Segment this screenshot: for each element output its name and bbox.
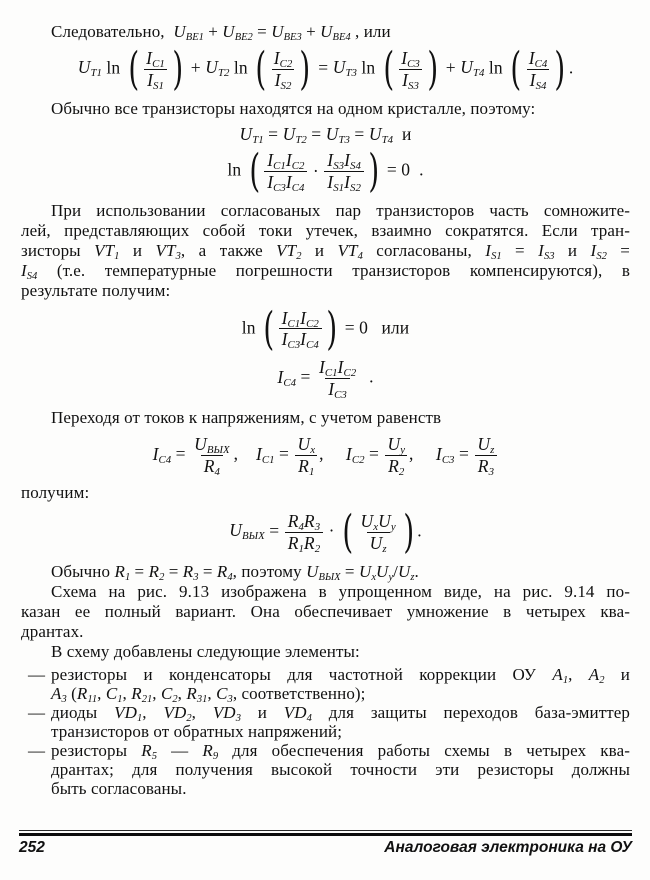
- formula-ic4: $I_{C4}$ = $\frac{I_{C1}I_{C2}}{I_{C3}}$ .: [277, 357, 374, 402]
- paragraph-line: казан ее полный вариант. Она обеспечивает умножение в четырех ква-: [21, 601, 630, 621]
- paragraph-matched-pairs: [21, 201, 630, 301]
- list-item-line: резисторы и конденсаторы для частотной коррекции ОУ $A_1$, $A_2$ и: [51, 664, 631, 686]
- list-item-line: дрантах; для получения высокой точности эти резисторы должны: [51, 759, 630, 779]
- text-column: [21, 0, 630, 798]
- paragraph-line: Переходя от токов к напряжениям, с учетом равенств: [51, 408, 442, 428]
- list-dash: —: [28, 664, 46, 684]
- list-item-line: быть согласованы.: [51, 778, 187, 798]
- list-item-line: диоды $VD_1$, $VD_2$, $VD_3$ и $VD_4$ для защиты переходов база-эмиттер: [51, 702, 631, 724]
- formula-ln-product-zero: ln ( $\frac{I_{C1}I_{C2}}{I_{C3}I_{C4}}$ · $\frac{I_{S3}I_{S4}}{I_{S1}I_{S2}}$ ) = 0 .: [227, 144, 424, 197]
- footer-rule: [19, 830, 632, 836]
- paragraph-line: Обычно $R_1 = R_2 = R_3 = R_4$, поэтому $U_{ВЫХ} = U_xU_y/U_z$.: [51, 561, 419, 583]
- page-footer: [19, 830, 632, 858]
- list-item: [21, 741, 630, 798]
- paragraph-line: В схему добавлены следующие элементы:: [51, 641, 360, 661]
- paragraph-line: Следовательно, $U_{BE1} + U_{BE2} = U_{BE3} + U_{BE4}$ , или: [51, 22, 391, 43]
- list-dash: —: [28, 702, 46, 722]
- paragraph-line: получим:: [21, 482, 90, 502]
- paragraph-line: Схема на рис. 9.13 изображена в упрощенном виде, на рис. 9.14 по-: [51, 581, 630, 601]
- list-dash: —: [28, 740, 46, 760]
- list-item-line: транзисторов от обратных напряжений;: [51, 721, 343, 741]
- formula-uout: $U_{ВЫХ}$ = $\frac{R_4R_3}{R_1R_2}$ · ( $\frac{U_xU_y}{U_z}$ ) .: [229, 506, 422, 558]
- list-item: [21, 703, 630, 741]
- added-elements-list: [21, 665, 630, 798]
- paragraph-line: лей, представляющих собой токи утечек, взаимно сократятся. Если тран-: [21, 220, 630, 240]
- list-item-line: резисторы $R_5$ — $R_9$ для обеспечения работы схемы в четырех ква-: [51, 740, 630, 762]
- paragraph-line: дрантах.: [21, 621, 84, 641]
- paragraph-line: $I_{S4}$ (т.е. температурные погрешности транзисторов компенсируются), в: [21, 260, 630, 282]
- paragraph-scheme: [21, 562, 630, 662]
- list-item-line: $A_3$ ($R_{11}$, $C_1$, $R_{21}$, $C_2$, $R_{31}$, $C_3$, соответственно);: [51, 683, 366, 705]
- formula-currents-voltages: $I_{C4}$ = $\frac{U_{ВЫХ}}{R_4}$ , $I_{C1}$ = $\frac{U_x}{R_1}$ , $I_{C2}$ = $\frac{U_y}{R_2}$ , $I_{C3}$ = $\frac{U_z}{R_3}$: [21, 435, 630, 476]
- book-title: Аналоговая электроника на ОУ: [384, 839, 632, 856]
- paragraph-line: При использовании согласованых пар транзисторов часть сомножите-: [51, 200, 630, 220]
- formula-ln-zero-or: ln ( $\frac{I_{C1}I_{C2}}{I_{C3}I_{C4}}$ ) = 0 или: [241, 302, 410, 355]
- paragraph-line: зисторы $VT_1$ и $VT_3$, а также $VT_2$ и $VT_4$ согласованы, $I_{S1} = I_{S3}$ и $I_{S2}$ =: [21, 240, 630, 262]
- formula-vbe-logs: $U_{T1}$ ln ( $\frac{I_{C1}}{I_{S1}}$ ) + $U_{T2}$ ln ( $\frac{I_{C2}}{I_{S2}}$ ) = $U_{T3}$ ln ( $\frac{I_{C3}}{I_{S3}}$ ) + $U_{T4}$ ln ( $\frac{I_{C4}}{I_{S4}}$ ) .: [77, 43, 574, 96]
- list-item: [21, 665, 630, 703]
- paragraph-line: результате получим:: [21, 280, 171, 300]
- paragraph-line: Обычно все транзисторы находятся на одном кристалле, поэтому:: [51, 98, 536, 118]
- page-number: 252: [19, 839, 45, 856]
- formula-ut-equal: $U_{T1} = U_{T2} = U_{T3} = U_{T4}$ и: [239, 123, 412, 146]
